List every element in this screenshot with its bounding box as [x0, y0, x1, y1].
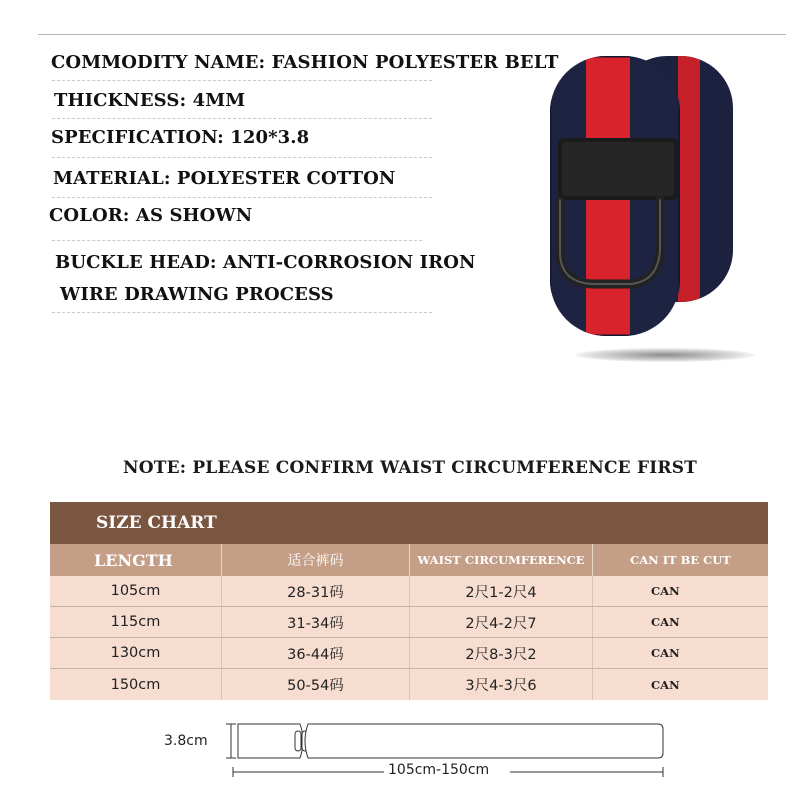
- table-row: [50, 638, 768, 669]
- spec-specification: SPECIFICATION: 120*3.8: [51, 127, 310, 148]
- cell-waist: 2尺1-2尺4: [410, 576, 593, 606]
- length-label: 105cm-150cm: [388, 762, 490, 778]
- spec-commodity-name: COMMODITY NAME: FASHION POLYESTER BELT: [51, 52, 559, 73]
- cell-length: 105cm: [50, 576, 222, 606]
- cell-pants-size: 36-44码: [222, 638, 410, 668]
- cell-pants-size: 31-34码: [222, 607, 410, 637]
- cell-waist: 3尺4-3尺6: [410, 669, 593, 700]
- size-chart-rows: [50, 576, 768, 700]
- belt-product-image: [520, 50, 760, 380]
- cell-waist: 2尺8-3尺2: [410, 638, 593, 668]
- table-row: [50, 607, 768, 638]
- belt-shadow: [575, 348, 755, 362]
- divider: [52, 312, 432, 313]
- header-length: LENGTH: [50, 544, 222, 576]
- divider: [52, 157, 432, 158]
- cell-waist: 2尺4-2尺7: [410, 607, 593, 637]
- divider: [52, 80, 432, 81]
- belt-dimension-diagram: [160, 718, 680, 788]
- width-label: 3.8cm: [164, 733, 208, 749]
- cell-can-cut: CAN: [651, 677, 680, 692]
- size-chart-column-headers: [50, 544, 768, 576]
- divider: [52, 197, 432, 198]
- cell-length: 150cm: [50, 669, 222, 700]
- spec-color: COLOR: AS SHOWN: [49, 205, 253, 226]
- spec-material: MATERIAL: POLYESTER COTTON: [53, 168, 396, 189]
- cell-pants-size: 50-54码: [222, 669, 410, 700]
- table-row: [50, 576, 768, 607]
- cell-length: 130cm: [50, 638, 222, 668]
- spec-thickness: THICKNESS: 4MM: [54, 90, 246, 111]
- cell-can-cut: CAN: [651, 584, 680, 598]
- spec-buckle-process: WIRE DRAWING PROCESS: [60, 284, 334, 305]
- cell-pants-size: 28-31码: [222, 576, 410, 606]
- top-divider: [38, 34, 786, 35]
- divider: [52, 118, 432, 119]
- header-pants-size: 适合裤码: [222, 544, 410, 576]
- header-can-be-cut: CAN IT BE CUT: [630, 553, 731, 567]
- cell-can-cut: CAN: [651, 615, 680, 629]
- spec-buckle-head: BUCKLE HEAD: ANTI-CORROSION IRON: [55, 252, 476, 273]
- divider: [52, 240, 422, 241]
- cell-can-cut: CAN: [651, 646, 680, 660]
- size-chart-header: [50, 502, 768, 544]
- cell-length: 115cm: [50, 607, 222, 637]
- size-chart-title: SIZE CHART: [96, 513, 217, 533]
- table-row: [50, 669, 768, 700]
- waist-note: NOTE: PLEASE CONFIRM WAIST CIRCUMFERENCE FIRST: [122, 458, 698, 478]
- header-waist-circumference: WAIST CIRCUMFERENCE: [410, 544, 593, 576]
